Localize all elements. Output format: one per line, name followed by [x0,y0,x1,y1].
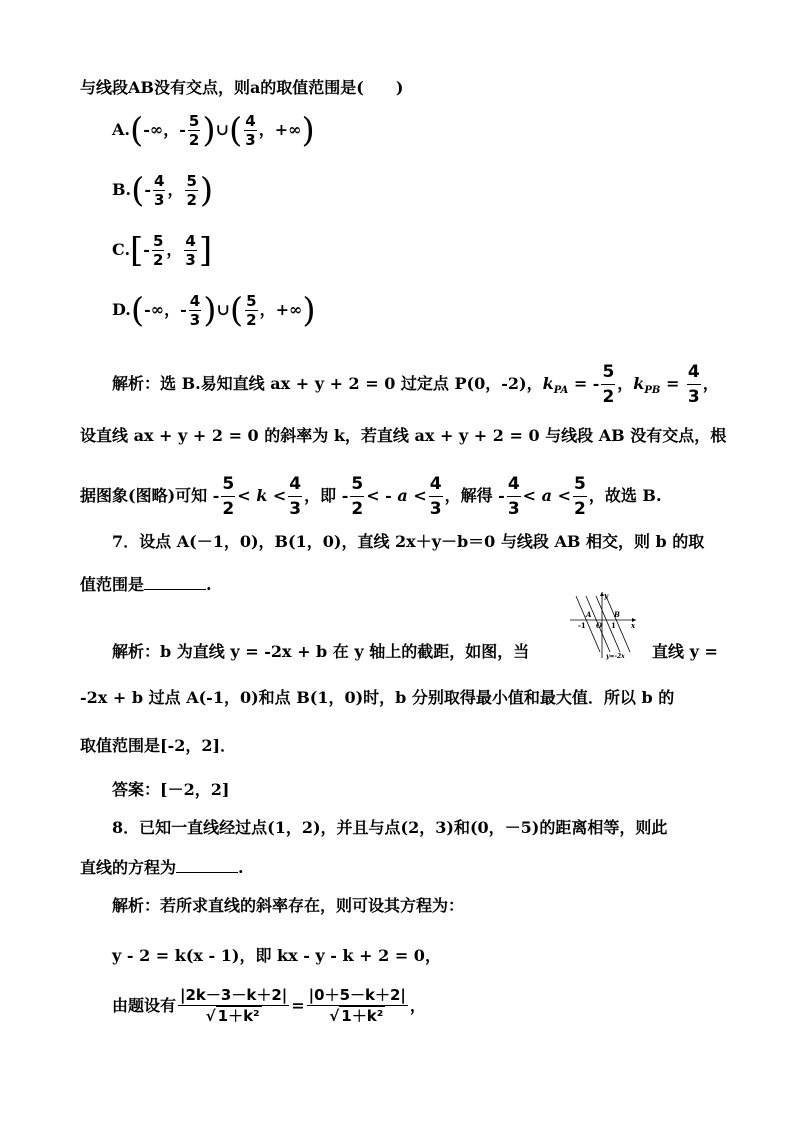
svg-text:x: x [631,621,636,630]
line-figure [566,590,638,660]
q6-analysis-line3: 据图象(图略)可知 - $\frac{5}{2}$ < k < $\frac{4}{3}$ ，即 - $\frac{5}{2}$ < - a < $\frac{4}{3}$ ，解得 - $\frac{4}{3}$ < a < $\frac{5}{2}$ ，故选 B. [80,474,662,519]
option-b: B.(- $\frac{4}{3}$ ， $\frac{5}{2}$ ) [112,170,214,211]
option-d-frac1: $\frac{4}{3}$ [189,292,201,329]
k-pa: k [542,374,554,393]
option-d-frac2: $\frac{5}{2}$ [246,292,257,329]
option-b-label: B. [112,180,132,199]
svg-text:y: y [604,591,609,600]
option-a: A.(-∞，- $\frac{5}{2}$ )∪( $\frac{4}{3}$ ，+∞) [112,110,315,151]
option-c-label: C. [112,240,131,259]
option-d-tail: ，+∞ [259,300,303,319]
svg-text:-1: -1 [578,621,586,630]
option-d-left: -∞， [144,300,181,319]
q7-analysis-line3: 取值范围是[-2，2]． [80,736,237,755]
svg-text:O: O [596,621,603,630]
option-d-union: ∪ [216,300,230,319]
option-a-union: ∪ [215,120,229,139]
option-b-frac1: $\frac{4}{3}$ [154,172,165,209]
option-c-frac2: $\frac{4}{3}$ [185,232,196,269]
q6-analysis-text: 选 B.易知直线 ax + y + 2 = 0 过定点 P(0，-2)， [160,374,543,393]
q7-answer: 答案：[－2，2] [112,780,230,799]
answer-blank [176,858,238,873]
q7-analysis-line2: -2x + b 过点 A(-1，0)和点 B(1，0)时，b 分别取得最小值和最大值．所以 b 的 [80,688,675,707]
q8-eq1: y - 2 = k(x - 1)，即 kx - y - k + 2 = 0， [112,946,441,965]
option-d: D.(-∞，- $\frac{4}{3}$ )∪( $\frac{5}{2}$ ，+∞) [112,290,316,331]
svg-text:y=-2x: y=-2x [606,653,625,660]
q7-stem-line1: 7．设点 A(－1，0)，B(1，0)，直线 2x＋y－b＝0 与线段 AB 相交，则 b 的取 [112,532,705,551]
k-pb-frac: $\frac{4}{3}$ [687,362,700,407]
eq2-frac-left: $\frac{|2k-3-k+2|}{\text{√ 1＋k²}}$ [180,986,288,1025]
analysis-label: 解析： [112,374,161,393]
q7-stem-line2: 值范围是 . [80,575,212,594]
option-a-frac2: $\frac{4}{3}$ [245,112,256,149]
q8-eq2: 由题设有 $\frac{|2k-3-k+2|}{\text{√ 1＋k²}}$ = $\frac{|0+5-k+2|}{\text{√ 1＋k²}}$ ， [112,986,426,1025]
option-a-tail: ，+∞ [258,120,302,139]
q6-stem: 与线段AB没有交点，则a的取值范围是( ) [80,78,404,97]
option-b-frac2: $\frac{5}{2}$ [186,172,197,209]
option-a-left: -∞， [143,120,180,139]
option-d-label: D. [112,300,131,319]
q7-analysis-line1: 解析：b 为直线 y = -2x + b 在 y 轴上的截距，如图，当 [112,642,530,661]
q6-analysis-line1: 解析：选 B.易知直线 ax + y + 2 = 0 过定点 P(0，-2)，$k_{PA}$ = - $\frac{5}{2}$ ，$k_{PB}$ = $\frac{4}{3}$ ， [112,362,719,407]
q7-analysis-line1-tail: 直线 y = [652,642,718,661]
eq2-frac-right: $\frac{|0+5-k+2|}{\text{√ 1＋k²}}$ [308,986,406,1025]
q8-analysis: 解析：若所求直线的斜率存在，则可设其方程为： [112,896,465,915]
answer-blank [144,575,206,590]
option-a-frac1: $\frac{5}{2}$ [188,112,200,149]
svg-text:B: B [614,610,620,619]
q8-stem-line1: 8．已知一直线经过点(1，2)，并且与点(2，3)和(0，－5)的距离相等，则此 [112,818,668,837]
k-pa-frac: $\frac{5}{2}$ [602,362,615,407]
option-c: C.[- $\frac{5}{2}$ ， $\frac{4}{3}$ ] [112,230,213,271]
q8-stem-line2: 直线的方程为 . [80,858,244,877]
svg-text:1: 1 [611,621,616,630]
option-a-label: A. [112,120,130,139]
q6-analysis-line2: 设直线 ax + y + 2 = 0 的斜率为 k，若直线 ax + y + 2 = 0 与线段 AB 没有交点，根 [80,426,727,445]
svg-text:A: A [586,610,592,619]
option-c-frac1: $\frac{5}{2}$ [152,232,164,269]
